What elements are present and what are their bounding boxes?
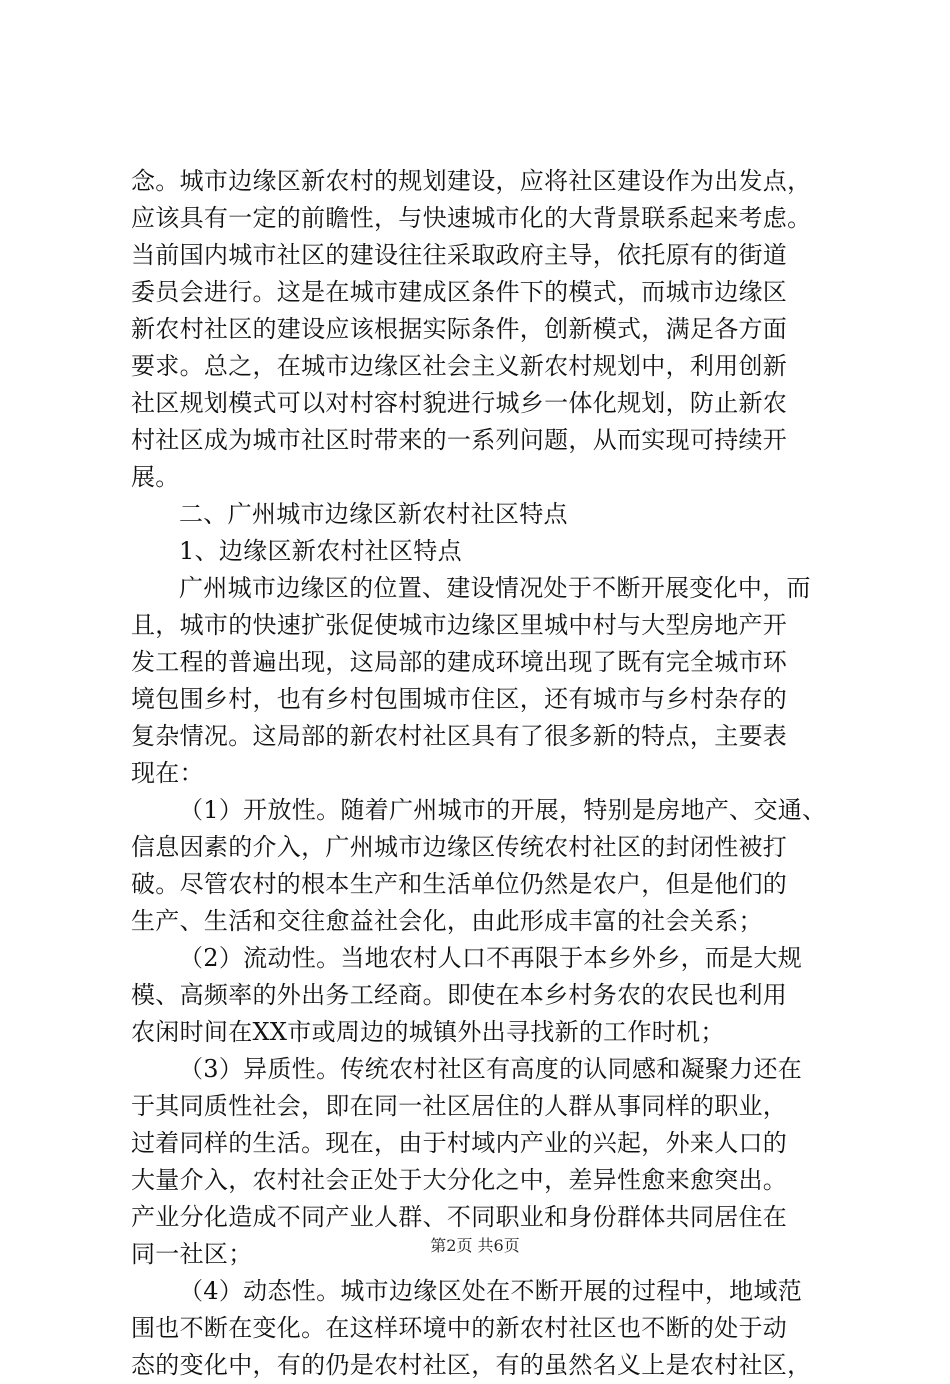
text-line: 应该具有一定的前瞻性，与快速城市化的大背景联系起来考虑。 xyxy=(131,204,812,232)
text-line: 大量介入，农村社会正处于大分化之中，差异性愈来愈突出。 xyxy=(131,1166,788,1194)
text-line: 态的变化中，有的仍是农村社区，有的虽然名义上是农村社区， xyxy=(131,1351,812,1379)
text-line: 破。尽管农村的根本生产和生活单位仍然是农户，但是他们的 xyxy=(131,870,788,898)
text-line: 委员会进行。这是在城市建成区条件下的模式，而城市边缘区 xyxy=(131,278,788,306)
list-item-dynamism xyxy=(131,1273,841,1384)
text-line: 广州城市边缘区的位置、建设情况处于不断开展变化中，而 xyxy=(179,574,811,602)
text-line: 于其同质性社会，即在同一社区居住的人群从事同样的职业， xyxy=(131,1092,788,1120)
text-line: 产业分化造成不同产业人群、不同职业和身份群体共同居住在 xyxy=(131,1203,788,1231)
list-item-mobility xyxy=(131,940,841,1051)
document-body xyxy=(131,163,841,1384)
text-line: 现在： xyxy=(131,759,204,787)
subsection-heading: 1、边缘区新农村社区特点 xyxy=(179,537,462,565)
text-line: 境包围乡村，也有乡村包围城市住区，还有城市与乡村杂存的 xyxy=(131,685,788,713)
section-heading: 二、广州城市边缘区新农村社区特点 xyxy=(179,500,568,528)
page-number-footer: 第2页 共6页 xyxy=(430,1236,520,1255)
text-line: （3）异质性。传统农村社区有高度的认同感和凝聚力还在 xyxy=(179,1055,803,1083)
text-line: 念。城市边缘区新农村的规划建设，应将社区建设作为出发点， xyxy=(131,167,812,195)
text-line: 过着同样的生活。现在，由于村域内产业的兴起，外来人口的 xyxy=(131,1129,788,1157)
text-line: 农闲时间在XX市或周边的城镇外出寻找新的工作时机； xyxy=(131,1018,725,1046)
text-line: 信息因素的介入，广州城市边缘区传统农村社区的封闭性被打 xyxy=(131,833,788,861)
text-line: 围也不断在变化。在这样环境中的新农村社区也不断的处于动 xyxy=(131,1314,788,1342)
text-line: （4）动态性。城市边缘区处在不断开展的过程中，地域范 xyxy=(179,1277,803,1305)
text-line: 复杂情况。这局部的新农村社区具有了很多新的特点，主要表 xyxy=(131,722,788,750)
text-line: （1）开放性。随着广州城市的开展，特别是房地产、交通、 xyxy=(179,796,827,824)
text-line: 且，城市的快速扩张促使城市边缘区里城中村与大型房地产开 xyxy=(131,611,788,639)
text-line: 同一社区； xyxy=(131,1240,253,1268)
list-item-openness xyxy=(131,792,841,940)
text-line: 要求。总之，在城市边缘区社会主义新农村规划中，利用创新 xyxy=(131,352,788,380)
text-line: 生产、生活和交往愈益社会化，由此形成丰富的社会关系； xyxy=(131,907,763,935)
text-line: 社区规划模式可以对村容村貌进行城乡一体化规划，防止新农 xyxy=(131,389,788,417)
text-line: 村社区成为城市社区时带来的一系列问题，从而实现可持续开 xyxy=(131,426,788,454)
text-line: 发工程的普遍出现，这局部的建成环境出现了既有完全城市环 xyxy=(131,648,788,676)
text-line: 模、高频率的外出务工经商。即使在本乡村务农的农民也利用 xyxy=(131,981,788,1009)
text-line: 当前国内城市社区的建设往往采取政府主导，依托原有的街道 xyxy=(131,241,788,269)
paragraph-characteristics-intro xyxy=(131,570,841,792)
text-line: （2）流动性。当地农村人口不再限于本乡外乡，而是大规 xyxy=(179,944,803,972)
paragraph-continued xyxy=(131,163,841,496)
text-line: 新农村社区的建设应该根据实际条件，创新模式，满足各方面 xyxy=(131,315,788,343)
text-line: 展。 xyxy=(131,463,180,491)
